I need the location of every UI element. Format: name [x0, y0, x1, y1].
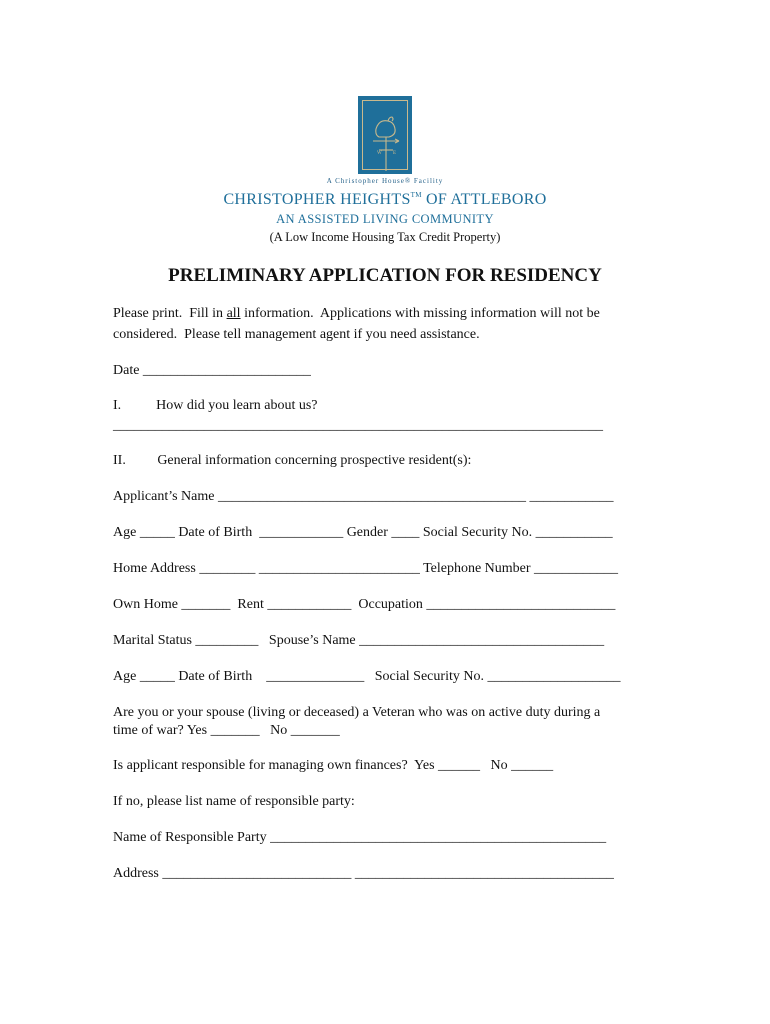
date-field[interactable]: Date ________________________	[113, 363, 311, 378]
svg-text:E: E	[393, 151, 397, 156]
rooster-icon	[359, 97, 413, 175]
spouse-age-dob-ssn-fields[interactable]: Age _____ Date of Birth ______________ Social Security No. ___________________	[113, 669, 621, 684]
applicant-name-field[interactable]: Applicant’s Name ____________________________________________ ____________	[113, 489, 614, 504]
tax-credit-note: (A Low Income Housing Tax Credit Property)	[269, 230, 501, 244]
own-rent-occupation-fields[interactable]: Own Home _______ Rent ____________ Occupation ___________________________	[113, 597, 616, 612]
facility-caption: A Christopher House® Facility	[326, 177, 444, 185]
weathervane-logo	[358, 96, 412, 174]
responsible-party-name-field[interactable]: Name of Responsible Party ________________________________________________	[113, 830, 607, 845]
responsible-party-address-field[interactable]: Address ___________________________ _____________________________________	[113, 866, 614, 881]
finances-question[interactable]: Is applicant responsible for managing own finances? Yes ______ No ______	[113, 758, 554, 773]
responsible-party-instruction: If no, please list name of responsible party:	[113, 794, 355, 809]
svg-text:W: W	[377, 151, 382, 156]
question-learn-about: I. How did you learn about us?	[113, 398, 318, 413]
page-title: PRELIMINARY APPLICATION FOR RESIDENCY	[168, 265, 602, 286]
brand-name: CHRISTOPHER HEIGHTS™ OF ATTLEBORO	[223, 191, 547, 208]
learn-about-answer-field[interactable]: ______________________________________________________________________	[113, 418, 603, 433]
veteran-question-line-1: Are you or your spouse (living or deceased) a Veteran who was on active duty during a	[113, 705, 601, 720]
veteran-question-line-2[interactable]: time of war? Yes _______ No _______	[113, 723, 340, 738]
intro-line-1: Please print. Fill in all information. Applications with missing information will not be	[113, 306, 600, 321]
section-general-info: II. General information concerning prospective resident(s):	[113, 453, 472, 468]
marital-spouse-fields[interactable]: Marital Status _________ Spouse’s Name ___________________________________	[113, 633, 605, 648]
home-address-phone-fields[interactable]: Home Address ________ _______________________ Telephone Number ____________	[113, 561, 619, 576]
intro-line-2: considered. Please tell management agent if you need assistance.	[113, 327, 480, 342]
brand-subtitle: AN ASSISTED LIVING COMMUNITY	[276, 212, 494, 226]
applicant-age-dob-ssn-fields[interactable]: Age _____ Date of Birth ____________ Gender ____ Social Security No. ___________	[113, 525, 613, 540]
